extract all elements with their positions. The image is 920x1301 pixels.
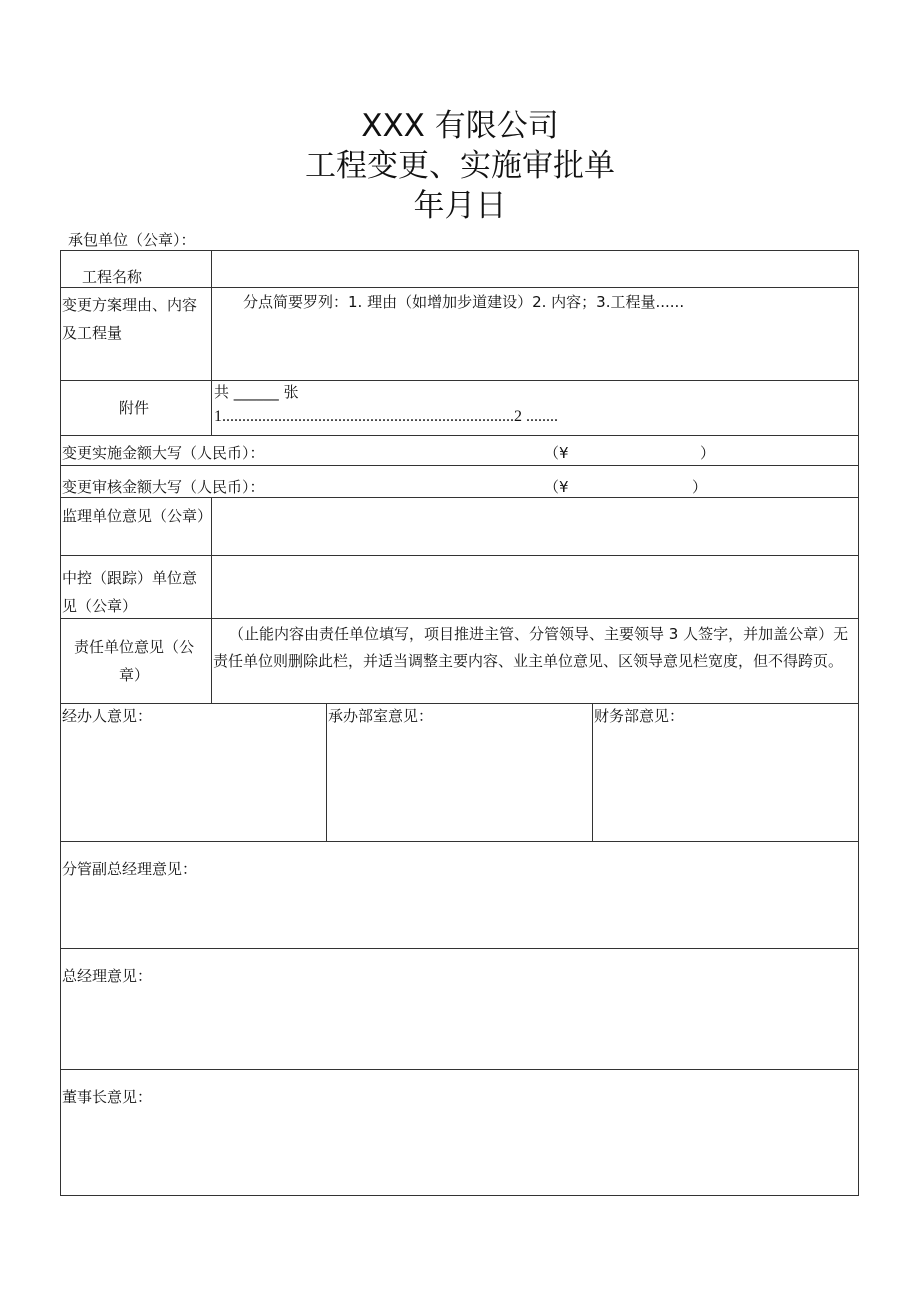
dept-opinion-field[interactable]	[327, 730, 591, 840]
contractor-seal-label: 承包单位（公章）：	[68, 231, 196, 249]
impl-amount-close: ）	[700, 444, 716, 462]
chairman-opinion-label: 董事长意见：	[62, 1088, 153, 1106]
audit-amount-field[interactable]	[578, 475, 690, 497]
handler-opinion-field[interactable]	[61, 730, 325, 840]
change-plan-hint: 分点简要罗列：1. 理由（如增加步道建设）2. 内容；3.工程量......	[243, 293, 685, 311]
gm-opinion-field[interactable]	[61, 992, 858, 1068]
change-plan-field[interactable]	[212, 316, 858, 379]
responsible-unit-opinion-label: 责任单位意见（公章）	[73, 638, 194, 684]
project-name-field[interactable]	[212, 251, 858, 287]
attachments-list[interactable]: 1.........................................................................2 ........	[214, 408, 558, 425]
attachments-count-suffix: 张	[283, 383, 299, 401]
central-control-opinion-field[interactable]	[212, 556, 858, 618]
date-line: 年月日	[413, 188, 507, 224]
chairman-opinion-field[interactable]	[61, 1112, 858, 1195]
impl-amount-label: 变更实施金额大写（人民币）：	[62, 444, 265, 462]
handler-opinion-label: 经办人意见：	[62, 707, 153, 725]
form-title: 工程变更、实施审批单	[305, 148, 615, 184]
central-control-opinion-label: 中控（跟踪）单位意见（公章）	[62, 569, 198, 615]
impl-amount-field[interactable]	[578, 441, 698, 463]
impl-amount-yen: （¥	[544, 444, 569, 462]
gm-opinion-label: 总经理意见：	[62, 967, 153, 985]
supervisor-opinion-label: 监理单位意见（公章）	[62, 507, 213, 525]
vp-opinion-label: 分管副总经理意见：	[62, 860, 198, 878]
dept-opinion-label: 承办部室意见：	[328, 707, 434, 725]
attachments-count	[214, 378, 299, 406]
finance-opinion-label: 财务部意见：	[594, 707, 685, 725]
project-name-label: 工程名称	[82, 268, 143, 286]
attachments-count-prefix: 共	[214, 383, 230, 401]
attachments-count-blank[interactable]: ______	[233, 383, 279, 401]
audit-amount-close: ）	[692, 478, 708, 496]
vp-opinion-field[interactable]	[61, 884, 858, 947]
responsible-unit-note: （止能内容由责任单位填写，项目推进主管、分管领导、主要领导 3 人签字，并加盖公章）无责任单位则删除此栏，并适当调整主要内容、业主单位意见、区领导意见栏宽度，但不得跨页。	[213, 625, 849, 670]
change-plan-label: 变更方案理由、内容及工程量	[62, 296, 198, 342]
attachments-label: 附件	[119, 399, 150, 417]
audit-amount-yen: （¥	[544, 478, 569, 496]
finance-opinion-field[interactable]	[593, 730, 858, 840]
audit-amount-label: 变更审核金额大写（人民币）：	[62, 478, 265, 496]
company-name: XXX 有限公司	[361, 108, 559, 144]
supervisor-opinion-field[interactable]	[212, 498, 858, 555]
